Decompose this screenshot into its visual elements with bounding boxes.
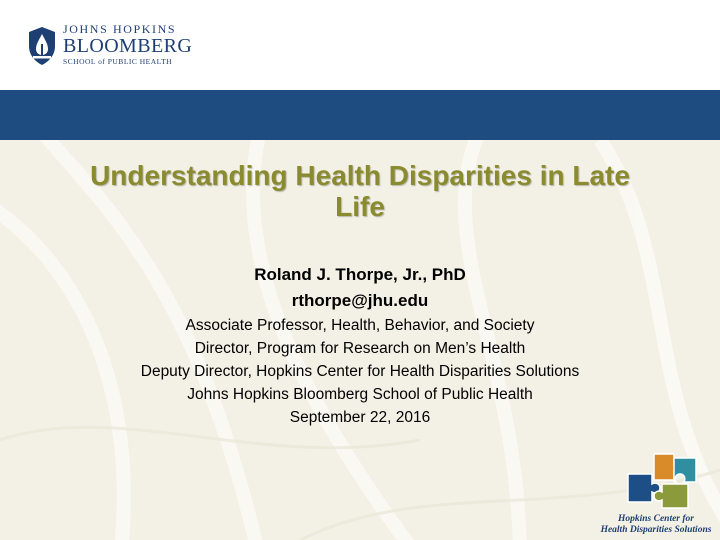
presenter-info [70, 262, 650, 429]
logo-line-johns-hopkins: JOHNS HOPKINS [63, 22, 177, 36]
logo-text [63, 22, 203, 67]
jhsph-logo [27, 22, 197, 72]
presentation-date: September 22, 2016 [289, 409, 431, 426]
hopkins-center-logo-text [596, 514, 716, 536]
header [0, 0, 720, 90]
slide-title: Understanding Health Disparities in Late Life [90, 160, 630, 222]
institution-line: Johns Hopkins Bloomberg School of Public Health [187, 386, 533, 403]
role-line: Associate Professor, Health, Behavior, and Society [185, 317, 535, 334]
center-logo-line1: Hopkins Center for [617, 514, 694, 524]
logo-line-school: SCHOOL of PUBLIC HEALTH [63, 57, 173, 66]
presenter-name: Roland J. Thorpe, Jr., PhD [254, 265, 466, 284]
puzzle-pieces-icon [622, 450, 700, 512]
center-logo-line2: Health Disparities Solutions [600, 525, 712, 535]
logo-line-bloomberg: BLOOMBERG [63, 35, 193, 57]
role-line: Deputy Director, Hopkins Center for Health Disparities Solutions [140, 363, 580, 380]
university-shield-icon [27, 26, 57, 66]
header-band [0, 90, 720, 140]
role-line: Director, Program for Research on Men’s Health [194, 340, 526, 357]
presenter-email: rthorpe@jhu.edu [291, 291, 429, 310]
